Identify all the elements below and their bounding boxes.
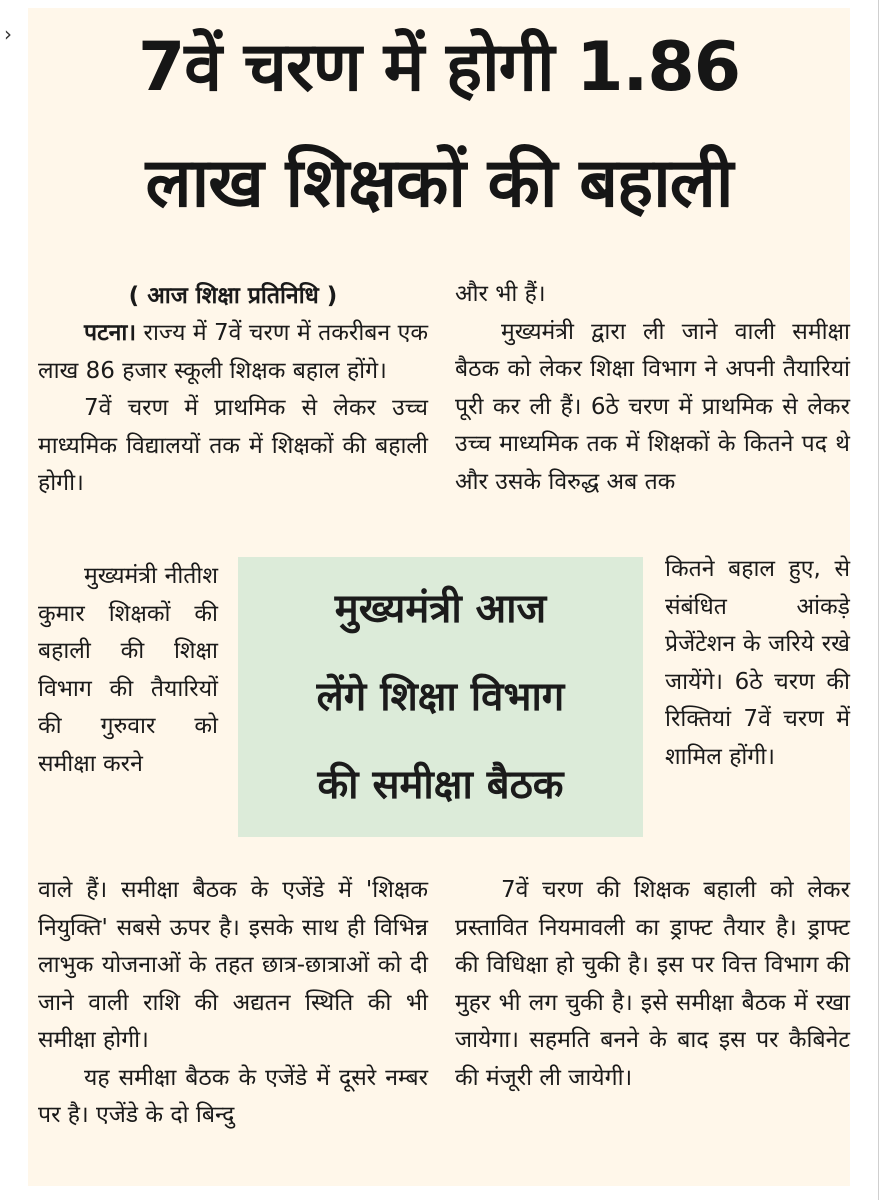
paragraph: यह समीक्षा बैठक के एजेंडे में दूसरे नम्बर पर है। एजेंडे के दो बिन्दु xyxy=(38,1064,428,1128)
headline-line-2: लाख शिक्षकों की बहाली xyxy=(145,144,733,223)
right-column-top xyxy=(455,276,850,501)
left-column-top xyxy=(38,315,428,503)
paragraph: मुख्यमंत्री नीतीश कुमार शिक्षकों की बहाली की शिक्षा विभाग की तैयारियों की गुरुवार को समीक्षा करने xyxy=(38,563,218,777)
paragraph: वाले हैं। समीक्षा बैठक के एजेंडे में 'शिक्षक नियुक्ति' सबसे ऊपर है। इसके साथ ही विभिन्न लाभुक योजनाओं के तहत छात्र-छात्राओं को दी जाने वाली राशि की अद्यतन स्थिति की भी समीक्षा होगी। xyxy=(38,877,428,1053)
paragraph xyxy=(38,315,428,390)
paragraph: मुख्यमंत्री द्वारा ली जाने वाली समीक्षा बैठक को लेकर शिक्षा विभाग ने अपनी तैयारियां पूरी कर ली हैं। 6ठे चरण में प्राथमिक से लेकर उच्च माध्यमिक तक में शिक्षकों के कितने पद थे और उसके विरुद्ध अब तक xyxy=(455,318,850,495)
dateline: पटना। xyxy=(84,320,137,346)
left-column-bottom xyxy=(38,872,428,1135)
headline xyxy=(28,10,850,242)
edge-mark: › xyxy=(4,22,12,46)
right-column-narrow xyxy=(665,551,850,776)
pull-quote xyxy=(317,565,565,829)
pull-quote-box xyxy=(238,557,643,837)
paragraph: कितने बहाल हुए, से संबंधित आंकड़े प्रेजेंटेशन के जरिये रखे जायेंगे। 6ठे चरण की रिक्तियां 7वें चरण में शामिल होंगी। xyxy=(665,556,850,770)
page-edge xyxy=(878,0,879,1200)
pull-quote-line-2: लेंगे शिक्षा विभाग xyxy=(316,674,565,720)
pull-quote-line-1: मुख्यमंत्री आज xyxy=(334,586,547,632)
paragraph: 7वें चरण में प्राथमिक से लेकर उच्च माध्यमिक विद्यालयों तक में शिक्षकों की बहाली होगी। xyxy=(38,395,428,496)
byline: ( आज शिक्षा प्रतिनिधि ) xyxy=(128,283,338,309)
right-column-bottom xyxy=(455,872,850,1097)
paragraph: और भी हैं। xyxy=(455,281,546,307)
paragraph-text: राज्य में 7वें चरण में तकरीबन एक लाख 86 हजार स्कूली शिक्षक बहाल होंगे। xyxy=(38,320,428,384)
left-column-narrow xyxy=(38,558,218,783)
headline-line-1: 7वें चरण में होगी 1.86 xyxy=(137,28,741,107)
pull-quote-line-3: की समीक्षा बैठक xyxy=(317,762,564,808)
paragraph: 7वें चरण की शिक्षक बहाली को लेकर प्रस्तावित नियमावली का ड्राफ्ट तैयार है। ड्राफ्ट की विधिक्षा हो चुकी है। इस पर वित्त विभाग की मुहर भी लग चुकी है। इसे समीक्षा बैठक में रखा जायेगा। सहमति बनने के बाद इस पर कैबिनेट की मंजूरी ली जायेगी। xyxy=(455,877,850,1091)
